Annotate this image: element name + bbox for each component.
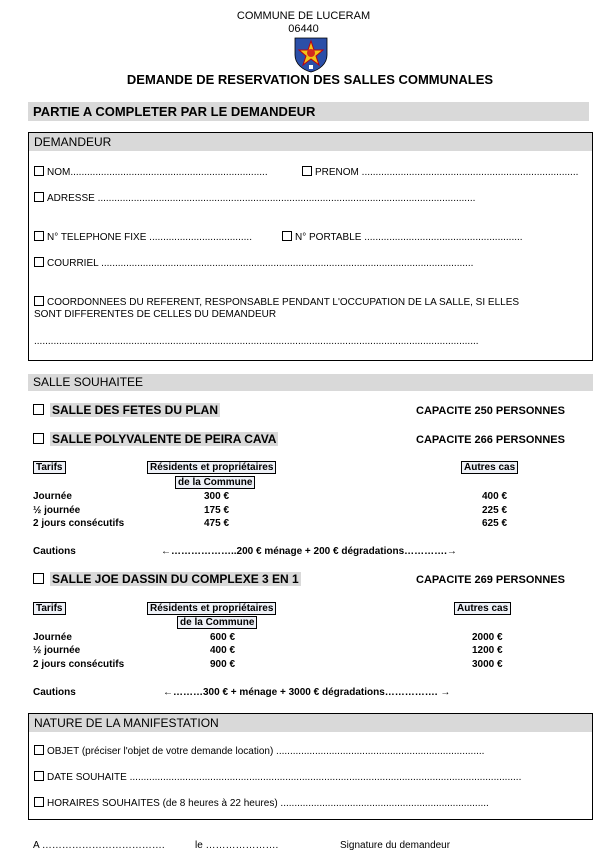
demandeur-heading: DEMANDEUR	[29, 133, 592, 151]
salle3-residents-header-line2: de la Commune	[177, 616, 257, 629]
commune-crest-logo	[292, 35, 330, 73]
salle3-capacity: CAPACITE 269 PERSONNES	[416, 574, 565, 586]
salle2-row-journee-label: Journée	[33, 491, 72, 502]
referent-line1: COORDONNEES DU REFERENT, RESPONSABLE PENDANT L'OCCUPATION DE LA SALLE, SI ELLES	[47, 297, 520, 308]
salle3-autres-header: Autres cas	[454, 602, 511, 615]
salle2-residents-header-line2: de la Commune	[175, 476, 255, 489]
salle2-row-journee-resident: 300 €	[204, 491, 230, 502]
adresse-checkbox[interactable]	[34, 192, 44, 202]
salle2-cautions-text: ←………………..200 € ménage + 200 € dégradations………….→	[161, 546, 457, 557]
objet-checkbox[interactable]	[34, 745, 44, 755]
footer-date: le ………………….	[195, 840, 279, 851]
salle3-row-journee-label: Journée	[33, 632, 72, 643]
salle2-checkbox[interactable]	[33, 433, 44, 444]
salle2-row-2jours-label: 2 jours consécutifs	[33, 518, 125, 529]
referent-checkbox[interactable]	[34, 296, 44, 306]
portable-label: N° PORTABLE .........................................................	[295, 232, 523, 243]
salle3-row-demi-label: ½ journée	[33, 645, 81, 656]
salle2-row-demi-resident: 175 €	[204, 505, 230, 516]
salle2-tarifs-header: Tarifs	[33, 461, 66, 474]
salle3-residents-header-line1: Résidents et propriétaires	[147, 602, 276, 615]
referent-field-row	[34, 296, 519, 308]
salle2-capacity: CAPACITE 266 PERSONNES	[416, 434, 565, 446]
prenom-field-row	[302, 166, 578, 178]
nom-checkbox[interactable]	[34, 166, 44, 176]
salle2-autres-header: Autres cas	[461, 461, 518, 474]
salle3-cautions-label: Cautions	[33, 687, 76, 698]
nom-label: NOM.......................................................................	[47, 167, 268, 178]
prenom-label: PRENOM ..............................................................................	[315, 167, 579, 178]
adresse-label: ADRESSE ........................................................................................................................................	[47, 193, 476, 204]
courriel-label: COURRIEL ......................................................................................................................................	[47, 258, 474, 269]
salle2-row-2jours-autre: 625 €	[482, 518, 508, 529]
salle2-row-2jours-resident: 475 €	[204, 518, 230, 529]
salle3-checkbox[interactable]	[33, 573, 44, 584]
date-field-row	[34, 771, 521, 783]
salle3-tarifs-header: Tarifs	[33, 602, 66, 615]
salle3-row-2jours-label: 2 jours consécutifs	[33, 659, 125, 670]
postal-code: 06440	[288, 23, 319, 35]
tel-fixe-field-row	[34, 231, 252, 243]
courriel-checkbox[interactable]	[34, 257, 44, 267]
salle2-row-demi-autre: 225 €	[482, 505, 508, 516]
objet-field-row	[34, 745, 484, 757]
salle3-row-demi-resident: 400 €	[210, 645, 236, 656]
salle3-name: SALLE JOE DASSIN DU COMPLEXE 3 EN 1	[52, 572, 299, 586]
commune-name: COMMUNE DE LUCERAM	[236, 10, 371, 22]
horaires-checkbox[interactable]	[34, 797, 44, 807]
salle3-row	[33, 572, 301, 586]
referent-dots: ................................................................................................................................................................	[34, 336, 479, 347]
portable-field-row	[282, 231, 523, 243]
salle1-row	[33, 403, 220, 417]
horaires-label: HORAIRES SOUHAITES (de 8 heures à 22 heures) ...........................................................................	[47, 798, 489, 809]
footer-signature: Signature du demandeur	[340, 840, 451, 851]
salle1-name: SALLE DES FETES DU PLAN	[52, 403, 219, 417]
portable-checkbox[interactable]	[282, 231, 292, 241]
footer-place: A ……………………………….	[33, 840, 165, 851]
tel-fixe-checkbox[interactable]	[34, 231, 44, 241]
document-title: DEMANDE DE RESERVATION DES SALLES COMMUNALES	[126, 72, 494, 87]
salle1-checkbox[interactable]	[33, 404, 44, 415]
salle2-row-demi-label: ½ journée	[33, 505, 81, 516]
objet-label: OBJET (préciser l'objet de votre demande location) ...........................................................................	[47, 746, 485, 757]
courriel-field-row	[34, 257, 473, 269]
manifestation-heading: NATURE DE LA MANIFESTATION	[29, 714, 592, 732]
date-checkbox[interactable]	[34, 771, 44, 781]
tel-fixe-label: N° TELEPHONE FIXE .....................................	[47, 232, 252, 243]
salle1-capacity: CAPACITE 250 PERSONNES	[416, 405, 565, 417]
salle3-row-2jours-autre: 3000 €	[472, 659, 503, 670]
nom-field-row	[34, 166, 268, 178]
salle2-row-journee-autre: 400 €	[482, 491, 508, 502]
horaires-field-row	[34, 797, 489, 809]
salle3-cautions-text: ←………300 € + ménage + 3000 € dégradations……………. →	[163, 687, 451, 698]
date-label: DATE SOUHAITE .............................................................................................................................................	[47, 772, 522, 783]
referent-line2: SONT DIFFERENTES DE CELLES DU DEMANDEUR	[34, 309, 277, 320]
salle2-residents-header-line1: Résidents et propriétaires	[147, 461, 276, 474]
salle2-name: SALLE POLYVALENTE DE PEIRA CAVA	[52, 432, 277, 446]
salle2-cautions-label: Cautions	[33, 546, 76, 557]
salle3-row-2jours-resident: 900 €	[210, 659, 236, 670]
prenom-checkbox[interactable]	[302, 166, 312, 176]
salle3-row-demi-autre: 1200 €	[472, 645, 503, 656]
salle-heading: SALLE SOUHAITEE	[28, 374, 593, 391]
salle3-row-journee-resident: 600 €	[210, 632, 236, 643]
salle2-row	[33, 432, 278, 446]
salle3-row-journee-autre: 2000 €	[472, 632, 503, 643]
section-title-bar: PARTIE A COMPLETER PAR LE DEMANDEUR	[28, 102, 589, 121]
adresse-field-row	[34, 192, 475, 204]
